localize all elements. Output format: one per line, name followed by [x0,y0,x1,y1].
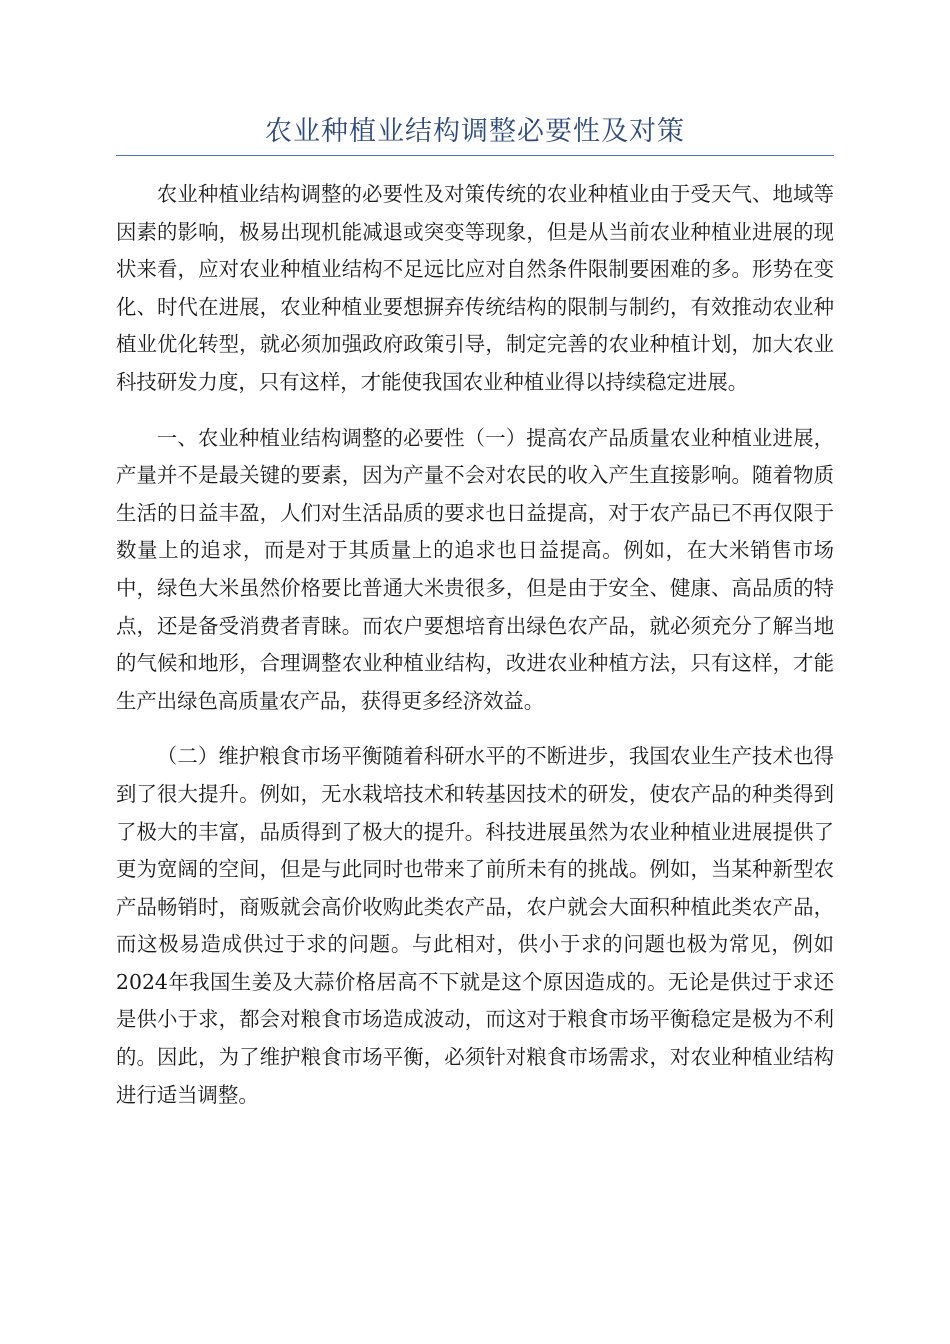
paragraph-necessity-quality: 一、农业种植业结构调整的必要性（一）提高农产品质量农业种植业进展，产量并不是最关键的要素，因为产量不会对农民的收入产生直接影响。随着物质生活的日益丰盈，人们对生活品质的要求也日益提高，对于农产品已不再仅限于数量上的追求，而是对于其质量上的追求也日益提高。例如，在大米销售市场中，绿色大米虽然价格要比普通大米贵很多，但是由于安全、健康、高品质的特点，还是备受消费者青睐。而农户要想培育出绿色农产品，就必须充分了解当地的气候和地形，合理调整农业种植业结构，改进农业种植方法，只有这样，才能生产出绿色高质量农产品，获得更多经济效益。 [116,425,834,713]
title-underline [116,155,834,156]
page-title: 农业种植业结构调整必要性及对策 [265,116,685,147]
paragraph-market-balance: （二）维护粮食市场平衡随着科研水平的不断进步，我国农业生产技术也得到了很大提升。例如，无水栽培技术和转基因技术的研发，使农产品的种类得到了极大的丰富，品质得到了极大的提升。科技进展虽然为农业种植业进展提供了更为宽阔的空间，但是与此同时也带来了前所未有的挑战。例如，当某种新型农产品畅销时，商贩就会高价收购此类农产品，农户就会大面积种植此类农产品，而这极易造成供过于求的问题。与此相对，供小于求的问题也极为常见，例如2024年我国生姜及大蒜价格居高不下就是这个原因造成的。无论是供过于求还是供小于求，都会对粮食市场造成波动，而这对于粮食市场平衡稳定是极为不利的。因此，为了维护粮食市场平衡，必须针对粮食市场需求，对农业种植业结构进行适当调整。 [116,744,834,1107]
paragraph-intro: 农业种植业结构调整的必要性及对策传统的农业种植业由于受天气、地域等因素的影响，极易出现机能减退或突变等现象，但是从当前农业种植业进展的现状来看，应对农业种植业结构不足远比应对自然条件限制要困难的多。形势在变化、时代在进展，农业种植业要想摒弃传统结构的限制与制约，有效推动农业种植业优化转型，就必须加强政府政策引导，制定完善的农业种植计划，加大农业科技研发力度，只有这样，才能使我国农业种植业得以持续稳定进展。 [116,182,834,394]
document-body [116,176,834,1132]
